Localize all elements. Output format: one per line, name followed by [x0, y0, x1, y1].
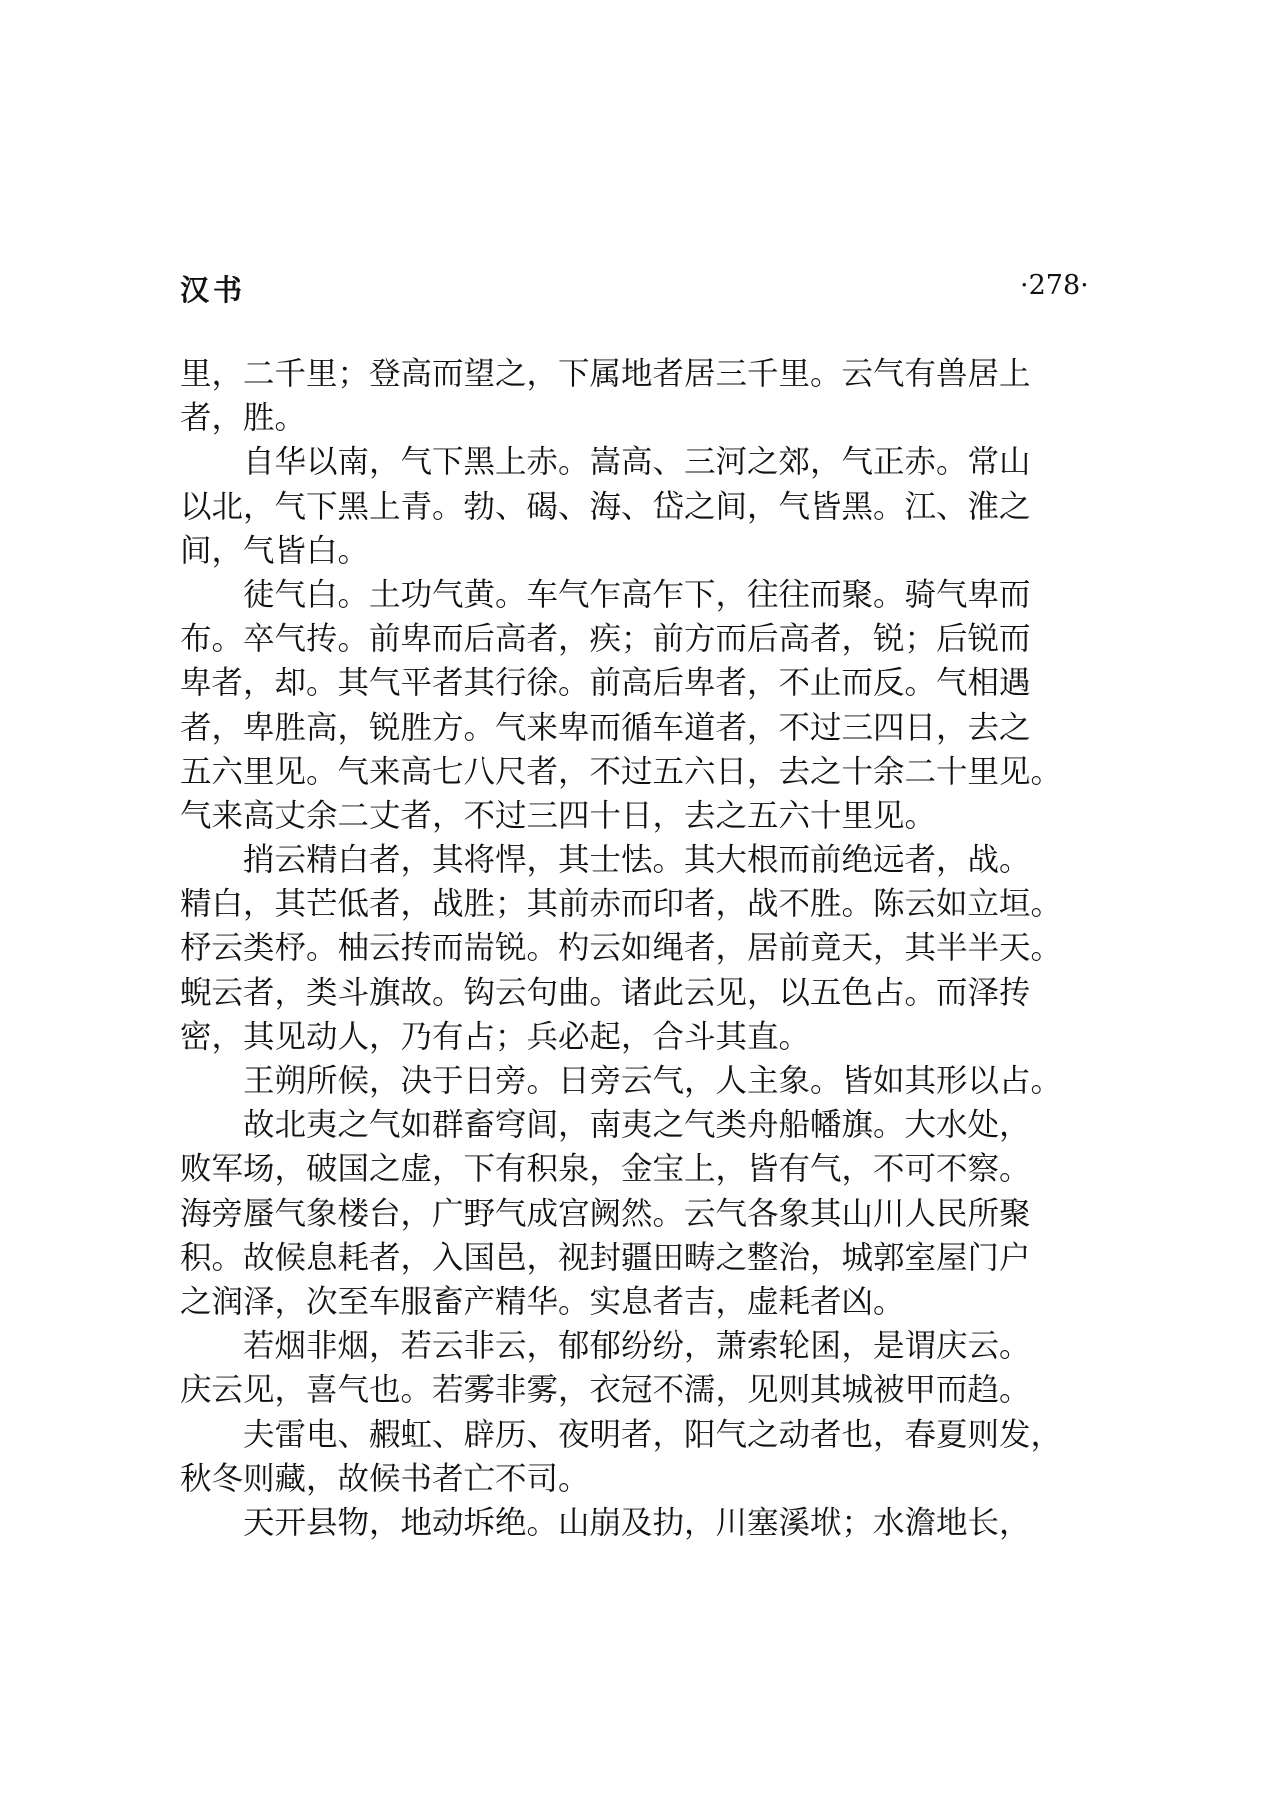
text-line: 密，其见动人，乃有占；兵必起，合斗其直。 [180, 1018, 811, 1055]
running-header-title: 汉书 [180, 273, 247, 307]
text-line: 者，卑胜高，锐胜方。气来卑而循车道者，不过三四日，去之 [180, 709, 1031, 746]
text-line: 卑者，却。其气平者其行徐。前高后卑者，不止而反。气相遇 [180, 665, 1031, 702]
text-line: 以北，气下黑上青。勃、碣、海、岱之间，气皆黑。江、淮之 [180, 488, 1031, 525]
text-line: 间，气皆白。 [180, 532, 370, 569]
text-line: 杼云类杼。柚云抟而耑锐。杓云如绳者，居前竟天，其半半天。 [180, 930, 1063, 967]
text-line: 积。故候息耗者，入国邑，视封疆田畴之整治，城郭室屋门户 [180, 1239, 1031, 1276]
text-line: 之润泽，次至车服畜产精华。实息者吉，虚耗者凶。 [180, 1283, 905, 1320]
text-line: 王朔所候，决于日旁。日旁云气，人主象。皆如其形以占。 [243, 1063, 1063, 1099]
text-line: 天开县物，地动坼绝。山崩及扐，川塞溪垘；水澹地长， [243, 1504, 1031, 1541]
text-line: 自华以南，气下黑上赤。嵩高、三河之郊，气正赤。常山 [243, 444, 1031, 481]
text-line: 故北夷之气如群畜穹闾，南夷之气类舟船幡旗。大水处， [243, 1107, 1031, 1144]
text-line: 海旁蜃气象楼台，广野气成宫阙然。云气各象其山川人民所聚 [180, 1195, 1031, 1232]
text-line: 精白，其芒低者，战胜；其前赤而印者，战不胜。陈云如立垣。 [180, 886, 1063, 923]
text-line: 者，胜。 [180, 400, 307, 437]
text-line: 夫雷电、赮虹、辟历、夜明者，阳气之动者也，春夏则发， [243, 1416, 1063, 1453]
text-line: 捎云精白者，其将悍，其士怯。其大根而前绝远者，战。 [243, 842, 1031, 879]
text-line: 若烟非烟，若云非云，郁郁纷纷，萧索轮囷，是谓庆云。 [243, 1328, 1031, 1365]
text-line: 蜺云者，类斗旗故。钩云句曲。诸此云见，以五色占。而泽抟 [180, 974, 1031, 1011]
text-line: 徒气白。土功气黄。车气乍高乍下，往往而聚。骑气卑而 [243, 576, 1031, 613]
page-number: ·278· [1020, 270, 1089, 301]
text-line: 庆云见，喜气也。若雾非雾，衣冠不濡，见则其城被甲而趋。 [180, 1372, 1031, 1409]
body-text [180, 352, 1080, 1545]
text-line: 秋冬则藏，故候书者亡不司。 [180, 1460, 590, 1497]
text-line: 里，二千里；登高而望之，下属地者居三千里。云气有兽居上 [180, 356, 1031, 392]
text-line: 布。卒气抟。前卑而后高者，疾；前方而后高者，锐；后锐而 [180, 621, 1031, 658]
text-line: 败军场，破国之虚，下有积泉，金宝上，皆有气，不可不察。 [180, 1151, 1031, 1188]
text-line: 五六里见。气来高七八尺者，不过五六日，去之十余二十里见。 [180, 753, 1063, 790]
text-line: 气来高丈余二丈者，不过三四十日，去之五六十里见。 [180, 797, 937, 834]
